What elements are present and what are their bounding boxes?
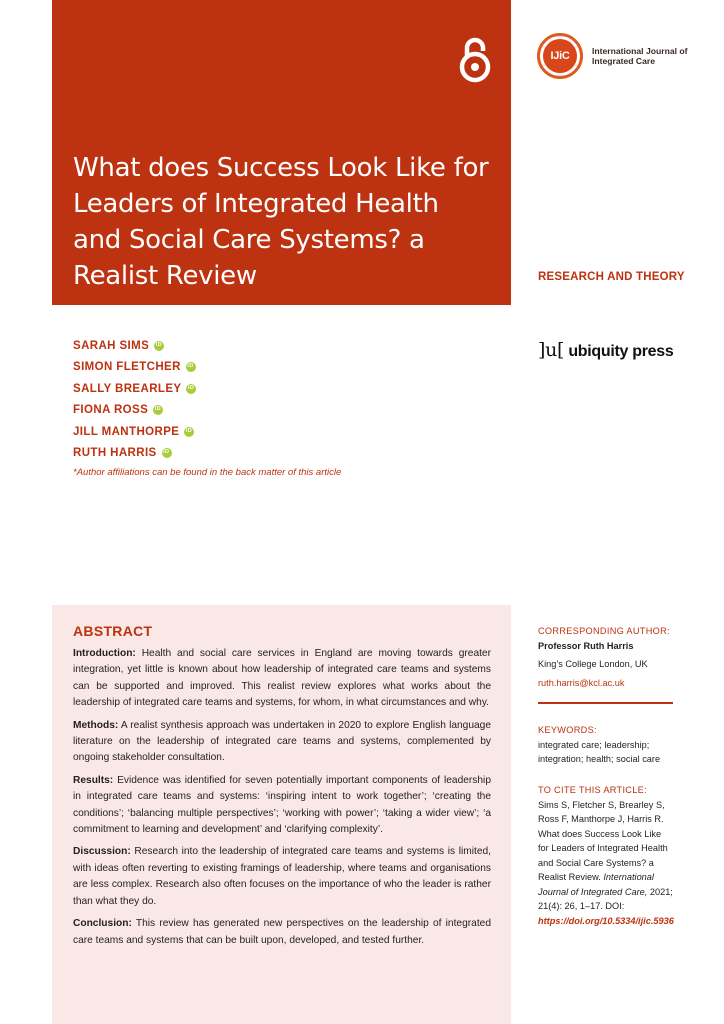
abstract-heading: ABSTRACT (73, 623, 153, 639)
orcid-icon[interactable] (162, 448, 172, 458)
corresponding-affiliation: King’s College London, UK (538, 659, 648, 669)
orcid-icon[interactable] (184, 427, 194, 437)
author-list (73, 335, 196, 464)
affiliation-note: *Author affiliations can be found in the back matter of this article (73, 467, 342, 478)
corresponding-heading: CORRESPONDING AUTHOR: (538, 626, 670, 636)
abstract-discussion (73, 844, 491, 910)
abstract-conclusion (73, 916, 491, 949)
corresponding-name: Professor Ruth Harris (538, 640, 634, 651)
author-name[interactable]: SARAH SIMS (73, 339, 150, 352)
publisher-mark: ]u[ (538, 339, 565, 361)
author-name[interactable]: RUTH HARRIS (73, 447, 157, 460)
open-access-lock-icon (458, 34, 492, 84)
keywords-text: integrated care; leadership; integration; health; social care (538, 739, 661, 764)
author-item (73, 357, 196, 379)
author-item (73, 378, 196, 400)
keywords-block (538, 723, 674, 767)
section-label-results: Results: (73, 774, 114, 786)
publisher-logo (538, 339, 673, 361)
journal-name: International Journal of Integrated Care (592, 46, 688, 66)
journal-logo-text: IJiC (543, 39, 577, 73)
orcid-icon[interactable] (153, 405, 163, 415)
sidebar-divider (538, 702, 673, 704)
section-text-introduction: Health and social care services in England are moving towards greater integration, yet little is known about how leadership of integrated care teams and systems can be supported and improved. This realist review explores what works about the leadership of integrated care teams and systems, for whom, in what circumstances and why. (73, 648, 491, 709)
cite-journal: International Journal of Integrated Care, (538, 872, 654, 897)
citation-block (538, 783, 674, 928)
cite-doi-link[interactable]: https://doi.org/10.5334/ijic.5936 (538, 915, 674, 926)
journal-logo-circle (537, 33, 583, 79)
orcid-icon[interactable] (154, 341, 164, 351)
section-text-conclusion: This review has generated new perspectives on the leadership of integrated care teams and systems that can be built upon, developed, and tested further. (73, 918, 491, 946)
cite-details: 2021; 21(4): 26, 1–17. DOI: (538, 886, 673, 911)
section-label: RESEARCH AND THEORY (538, 271, 685, 283)
cite-authors: Sims S, Fletcher S, Brearley S, Ross F, Manthorpe J, Harris R. What does Success Look Like for Leaders of Integrated Health and Social Care Systems? a Realist Review. (538, 799, 668, 882)
author-name[interactable]: SIMON FLETCHER (73, 361, 181, 374)
section-text-discussion: Research into the leadership of integrated care teams and systems is limited, with ideas often reverting to existing framings of leadership, where teams and organisations are less complex. Research also often focuses on the importance of who the leader is rather than what they do. (73, 846, 491, 907)
abstract-results (73, 773, 491, 839)
section-label-conclusion: Conclusion: (73, 918, 132, 930)
section-label-discussion: Discussion: (73, 846, 131, 858)
author-item (73, 335, 196, 357)
corresponding-author-block (538, 624, 674, 690)
section-text-results: Evidence was identified for seven potentially important components of leadership in integrated care teams and systems: ‘inspiring intent to work together’; ‘creating the conditions’; ‘balancing multiple perspectives’; ‘working with power’; ‘taking a wider view’; ‘a commitment to learning and development’ and ‘clarifying complexity’. (73, 774, 491, 836)
abstract-introduction (73, 646, 491, 712)
author-name[interactable]: JILL MANTHORPE (73, 425, 180, 438)
abstract-methods (73, 718, 491, 767)
corresponding-email-link[interactable]: ruth.harris@kcl.ac.uk (538, 677, 625, 688)
orcid-icon[interactable] (186, 384, 196, 394)
section-label-introduction: Introduction: (73, 648, 136, 659)
keywords-heading: KEYWORDS: (538, 725, 597, 735)
citation-text (538, 798, 674, 929)
abstract-body (73, 646, 491, 955)
author-item (73, 421, 196, 443)
section-label-methods: Methods: (73, 719, 119, 731)
author-name[interactable]: FIONA ROSS (73, 404, 149, 417)
author-item (73, 443, 196, 465)
author-item (73, 400, 196, 422)
author-name[interactable]: SALLY BREARLEY (73, 382, 182, 395)
article-title: What does Success Look Like for Leaders of Integrated Health and Social Care Systems? a Realist Review (73, 153, 489, 291)
cite-heading: TO CITE THIS ARTICLE: (538, 785, 647, 795)
orcid-icon[interactable] (186, 362, 196, 372)
publisher-name: ubiquity press (568, 343, 674, 360)
section-text-methods: A realist synthesis approach was undertaken in 2020 to explore English language literature on the leadership of integrated care teams and systems, complemented by ongoing stakeholder consultation. (73, 719, 491, 764)
journal-logo (537, 33, 687, 85)
